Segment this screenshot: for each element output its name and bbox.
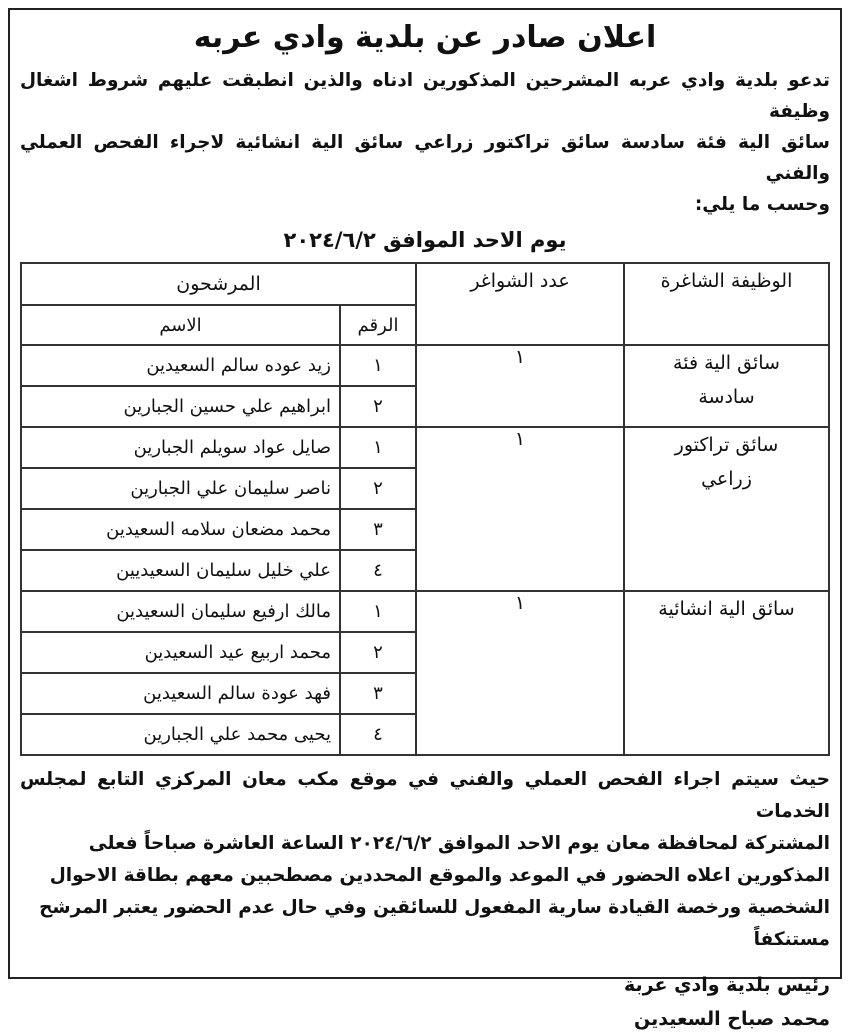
row-number: ١ — [340, 345, 416, 386]
closing-line: المشتركة لمحافظة معان يوم الاحد الموافق ٢٠٢٤/٦/٢ الساعة العاشرة صباحاً فعلى — [88, 833, 830, 854]
row-number: ٢ — [340, 632, 416, 673]
row-number: ٢ — [340, 468, 416, 509]
table-row — [21, 427, 829, 468]
announcement-title: اعلان صادر عن بلدية وادي عربه — [193, 20, 657, 55]
candidate-name: محمد اربيع عيد السعيدين — [21, 632, 340, 673]
row-number: ٣ — [340, 673, 416, 714]
header-name: الاسم — [21, 305, 340, 345]
announcement-page — [8, 8, 842, 1030]
candidates-table — [20, 262, 830, 756]
table-row — [21, 591, 829, 632]
closing-paragraph — [20, 764, 830, 956]
header-job: الوظيفة الشاغرة — [624, 263, 829, 345]
job-cell — [624, 345, 829, 427]
candidate-name: محمد مضعان سلامه السعيدين — [21, 509, 340, 550]
header-number: الرقم — [340, 305, 416, 345]
header-vacancies: عدد الشواغر — [416, 263, 624, 345]
closing-line: مستنكفاً — [753, 929, 830, 950]
job-cell — [624, 591, 829, 755]
candidate-name: زيد عوده سالم السعيدين — [21, 345, 340, 386]
job-line: زراعي — [701, 468, 752, 490]
row-number: ٣ — [340, 509, 416, 550]
row-number: ٢ — [340, 386, 416, 427]
job-line: سادسة — [698, 386, 755, 408]
vacancies-cell: ١ — [416, 345, 624, 427]
candidate-name: فهد عودة سالم السعيدين — [21, 673, 340, 714]
exam-date: يوم الاحد الموافق ٢٠٢٤/٦/٢ — [283, 228, 567, 252]
candidate-name: ناصر سليمان علي الجبارين — [21, 468, 340, 509]
vacancies-cell: ١ — [416, 427, 624, 591]
table-row — [21, 345, 829, 386]
row-number: ١ — [340, 427, 416, 468]
row-number: ١ — [340, 591, 416, 632]
signature-title: رئيس بلدية وادي عربة — [624, 974, 830, 996]
closing-line: المذكورين اعلاه الحضور في الموعد والموقع المحددين مصطحبين معهم بطاقة الاحوال — [49, 865, 830, 886]
candidate-name: صايل عواد سويلم الجبارين — [21, 427, 340, 468]
intro-line: وحسب ما يلي: — [694, 194, 830, 215]
intro-paragraph — [20, 65, 830, 220]
header-candidates: المرشحون — [21, 263, 416, 305]
row-number: ٤ — [340, 550, 416, 591]
job-line: سائق تراكتور — [674, 434, 779, 456]
intro-line: سائق الية فئة سادسة سائق تراكتور زراعي سائق الية انشائية لاجراء الفحص العملي والفني — [20, 132, 830, 184]
row-number: ٤ — [340, 714, 416, 755]
vacancies-cell: ١ — [416, 591, 624, 755]
signature-name: محمد صباح السعيدين — [633, 1008, 830, 1030]
candidate-name: يحيى محمد علي الجبارين — [21, 714, 340, 755]
job-line: سائق الية فئة — [673, 352, 780, 374]
job-cell — [624, 427, 829, 591]
signature-block — [20, 968, 830, 1036]
closing-line: الشخصية ورخصة القيادة سارية المفعول للسائقين وفي حال عدم الحضور يعتبر المرشح — [39, 897, 830, 918]
candidate-name: علي خليل سليمان السعيديين — [21, 550, 340, 591]
candidate-name: مالك ارفيع سليمان السعيدين — [21, 591, 340, 632]
job-line: سائق الية انشائية — [658, 598, 795, 620]
intro-line: تدعو بلدية وادي عربه المشرحين المذكورين ادناه والذين انطبقت عليهم شروط اشغال وظيفة — [20, 70, 830, 122]
candidate-name: ابراهيم علي حسين الجبارين — [21, 386, 340, 427]
closing-line: حيث سيتم اجراء الفحص العملي والفني في موقع مكب معان المركزي التابع لمجلس الخدمات — [20, 769, 830, 822]
